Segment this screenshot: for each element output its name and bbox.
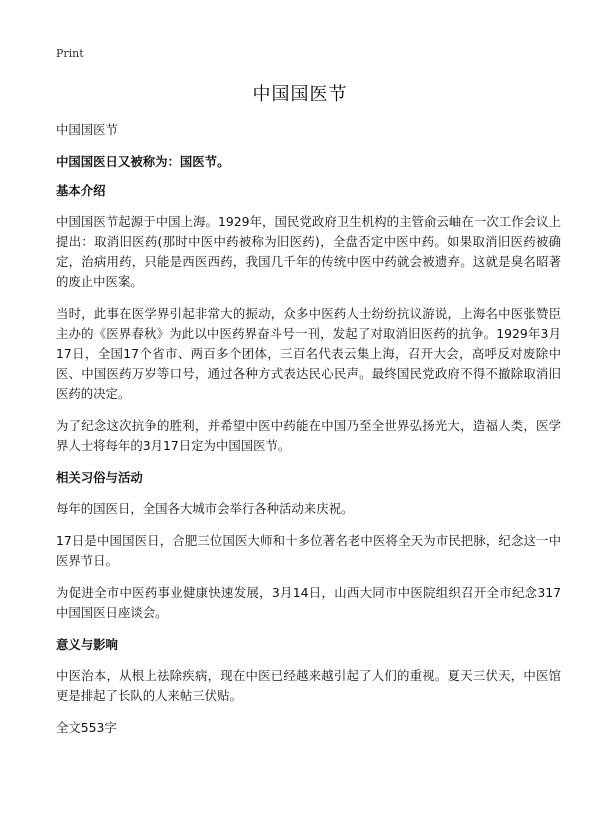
paragraph: 17日是中国国医日，合肥三位国医大师和十多位著名老中医将全天为市民把脉，纪念这一中医界节日。 [56, 533, 561, 568]
paragraph: 为促进全市中医药事业健康快速发展，3月14日，山西大同市中医院组织召开全市纪念317中国国医日座谈会。 [56, 585, 561, 620]
print-link[interactable]: Print [56, 47, 84, 60]
article-lead: 中国国医日又被称为：国医节。 [56, 154, 230, 169]
paragraph: 当时，此事在医学界引起非常大的振动，众多中医药人士纷纷抗议游说，上海名中医张赞臣主办的《医界春秋》为此以中医药界奋斗号一刊，发起了对取消旧医药的抗争。1929年3月17日，全国17个省市、两百多个团体，三百名代表云集上海，召开大会，高呼反对废除中医、中国医药万岁等口号，通过各种方式表达民心民声。最终国民党政府不得不撤除取消旧医药的决定。 [56, 306, 561, 401]
section-heading: 相关习俗与活动 [56, 470, 143, 485]
section-heading: 基本介绍 [56, 183, 106, 198]
paragraph: 为了纪念这次抗争的胜利，并希望中医中药能在中国乃至全世界弘扬光大，造福人类，医学界人士将每年的3月17日定为中国国医节。 [56, 418, 561, 453]
article-subtitle: 中国国医节 [56, 122, 118, 137]
page-title: 中国国医节 [252, 84, 348, 105]
section-customs-activities [56, 468, 561, 623]
paragraph: 中医治本，从根上祛除疾病，现在中医已经越来越引起了人们的重视。夏天三伏天，中医馆更是排起了长队的人来帖三伏贴。 [56, 668, 561, 703]
paragraph: 中国国医节起源于中国上海。1929年，国民党政府卫生机构的主管俞云岫在一次工作会议上提出：取消旧医药(那时中医中药被称为旧医药)，全盘否定中医中药。如果取消旧医药被确定，治病用药，只能是西医西药，我国几千年的传统中医中药就会被遗弃。这就是臭名昭著的废止中医案。 [56, 214, 561, 289]
paragraph: 每年的国医日，全国各大城市会举行各种活动来庆祝。 [56, 501, 354, 516]
section-basic-intro [56, 181, 561, 456]
section-significance [56, 635, 561, 706]
section-heading: 意义与影响 [56, 637, 118, 652]
word-count: 全文553字 [56, 720, 117, 735]
article-body [56, 120, 561, 738]
